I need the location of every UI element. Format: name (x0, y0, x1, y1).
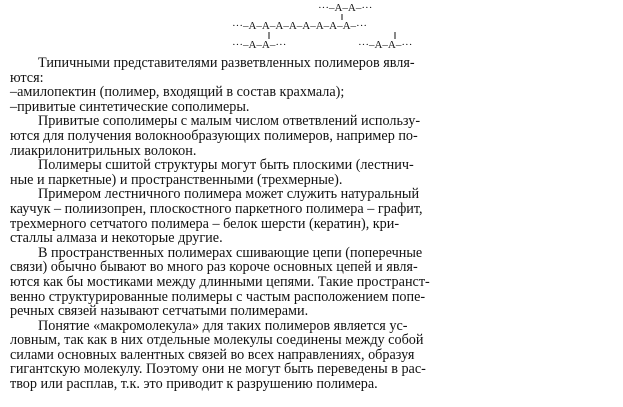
paragraph-line: каучук – полиизопрен, плоскостного паркетного полимера – графит, (10, 200, 423, 217)
paragraph-line: трехмерного сетчатого полимера – белок шерсти (кератин), кри- (10, 215, 400, 232)
paragraph-line: гигантскую молекулу. Поэтому они не могут быть переведены в рас- (10, 361, 426, 378)
formula-bottom-branch-left: ···–A–A–··· (232, 39, 287, 51)
paragraph-line: –амилопектин (полимер, входящий в состав крахмала); (10, 84, 345, 101)
paragraph-7 (10, 246, 617, 319)
formula-bottom-branch-right: ···–A–A–··· (358, 39, 413, 51)
paragraph-line: лиакрилонитрильных волокон. (10, 142, 197, 159)
formula-top-branch: ···–A–A–··· (318, 2, 373, 14)
paragraph-line: Понятие «макромолекула» для таких полимеров является ус- (38, 317, 408, 334)
paragraph-line: Привитые сополимеры с малым числом ответвлений использу- (38, 113, 421, 130)
paragraph-line: ются как бы мостиками между длинными цепями. Такие пространст- (10, 273, 430, 290)
branched-polymer-formula (0, 0, 623, 56)
formula-diagram (0, 0, 623, 56)
paragraph-4 (10, 114, 617, 158)
paragraph-line: сталлы алмаза и некоторые другие. (10, 230, 223, 247)
paragraph-line: связи) обычно бывают во много раз короче основных цепей и явля- (10, 259, 418, 276)
paragraph-8 (10, 319, 617, 392)
paragraph-line: силами основных валентных связей во всех направлениях, образуя (10, 346, 415, 363)
paragraph-1 (10, 56, 617, 85)
paragraph-line: Типичными представителями разветвленных полимеров явля- (38, 55, 415, 71)
paragraph-line: венно структурированные полимеры с частым расположением попе- (10, 288, 426, 305)
paragraph-line: речных связей называют сетчатыми полимерами. (10, 303, 309, 320)
paragraph-line: В пространственных полимерах сшивающие цепи (поперечные (38, 244, 423, 261)
paragraph-6 (10, 187, 617, 245)
paragraph-line: ются: (10, 69, 44, 86)
paragraph-line: Примером лестничного полимера может служить натуральный (38, 186, 420, 203)
paragraph-line: ные и паркетные) и пространственными (трехмерные). (10, 171, 343, 188)
formula-main-chain: ···–A–A–A–A–A–A–A–A–··· (232, 20, 368, 32)
paragraph-2 (10, 85, 617, 100)
paragraph-line: ловным, так как в них отдельные молекулы соединены между собой (10, 332, 424, 349)
paragraph-line: твор или расплав, т.к. это приводит к разрушению полимера. (10, 376, 378, 393)
paragraph-3 (10, 100, 617, 115)
paragraph-line: ются для получения волокнообразующих полимеров, например по- (10, 127, 418, 144)
paragraph-line: –привитые синтетические сополимеры. (10, 98, 250, 115)
paragraph-line: Полимеры сшитой структуры могут быть плоскими (лестнич- (38, 157, 414, 174)
paragraph-5 (10, 158, 617, 187)
text-body (10, 56, 617, 392)
